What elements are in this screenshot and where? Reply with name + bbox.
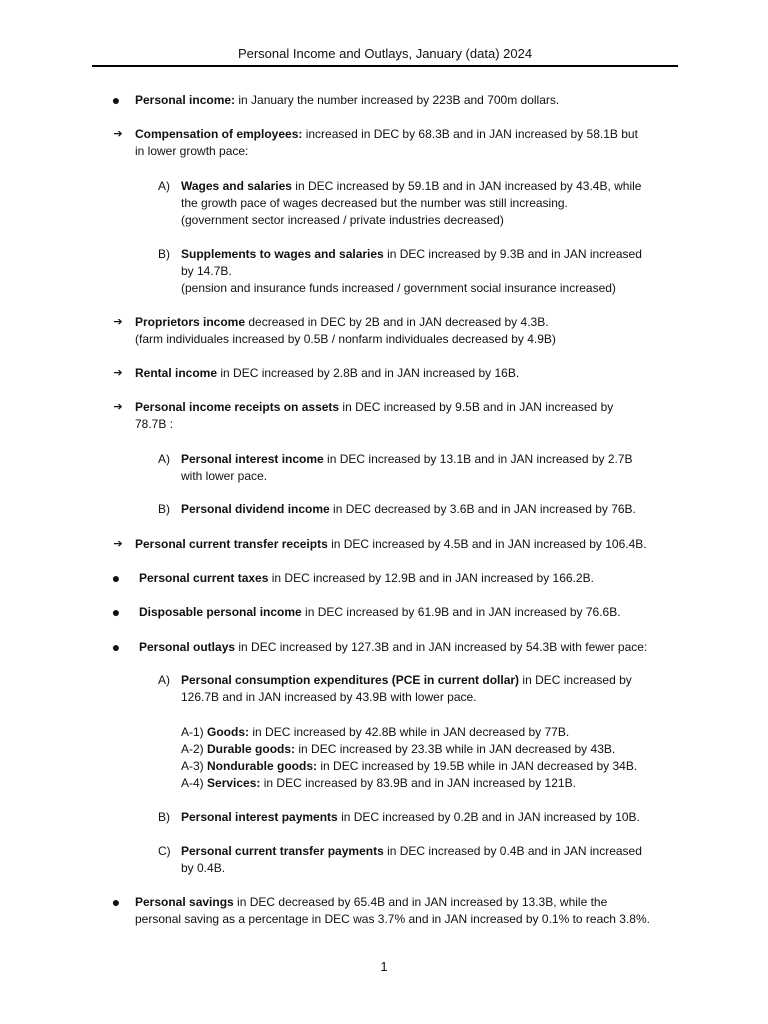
- item-heading: Personal savings: [135, 895, 234, 909]
- arrow-right-icon: ➔: [113, 316, 123, 328]
- item-heading: Personal current transfer payments: [181, 844, 384, 858]
- item-heading: Proprietors income: [135, 315, 246, 329]
- arrow-right-icon: ➔: [113, 128, 123, 140]
- pce-goods-line: A-1) Goods: in DEC increased by 42.8B while in JAN decreased by 77B.: [181, 725, 570, 739]
- item-heading: Personal income:: [135, 93, 236, 107]
- header-divider: [92, 65, 678, 67]
- arrow-right-icon: ➔: [113, 401, 123, 413]
- item-heading: Personal income receipts on assets: [135, 400, 340, 414]
- page-title: Personal Income and Outlays, January (data) 2024: [237, 46, 533, 61]
- arrow-right-icon: ➔: [113, 367, 123, 379]
- pce-services-line: A-4) Services: in DEC increased by 83.9B and in JAN increased by 121B.: [181, 776, 576, 790]
- sub-item-label: A): [158, 452, 170, 466]
- item-heading: Rental income: [135, 366, 218, 380]
- bullet-icon: ●: [111, 894, 121, 910]
- pce-durable-line: A-2) Durable goods: in DEC increased by 23.3B while in JAN decreased by 43B.: [181, 742, 616, 756]
- sub-item-label: B): [158, 502, 170, 516]
- item-heading: Personal current transfer receipts: [135, 537, 328, 551]
- page-number: 1: [380, 959, 388, 974]
- item-heading: Personal consumption expenditures (PCE in current dollar): [181, 673, 520, 687]
- sub-item-label: C): [158, 844, 171, 858]
- bullet-icon: ●: [111, 604, 121, 620]
- bullet-icon: ●: [111, 639, 121, 655]
- arrow-right-icon: ➔: [113, 538, 123, 550]
- item-heading: Personal interest income: [181, 452, 324, 466]
- item-heading: Personal dividend income: [181, 502, 330, 516]
- item-heading: Wages and salaries: [181, 179, 292, 193]
- item-heading: Personal current taxes: [139, 571, 269, 585]
- pce-nondurable-line: A-3) Nondurable goods: in DEC increased by 19.5B while in JAN decreased by 34B.: [181, 759, 638, 773]
- sub-item-label: A): [158, 179, 170, 193]
- item-heading: Supplements to wages and salaries: [181, 247, 384, 261]
- sub-item-label: B): [158, 247, 170, 261]
- item-heading: Personal interest payments: [181, 810, 338, 824]
- item-heading: Disposable personal income: [139, 605, 302, 619]
- sub-item-label: A): [158, 673, 170, 687]
- bullet-icon: ●: [111, 570, 121, 586]
- sub-item-label: B): [158, 810, 170, 824]
- item-heading: Compensation of employees:: [135, 127, 303, 141]
- item-heading: Personal outlays: [139, 640, 236, 654]
- bullet-icon: ●: [111, 92, 121, 108]
